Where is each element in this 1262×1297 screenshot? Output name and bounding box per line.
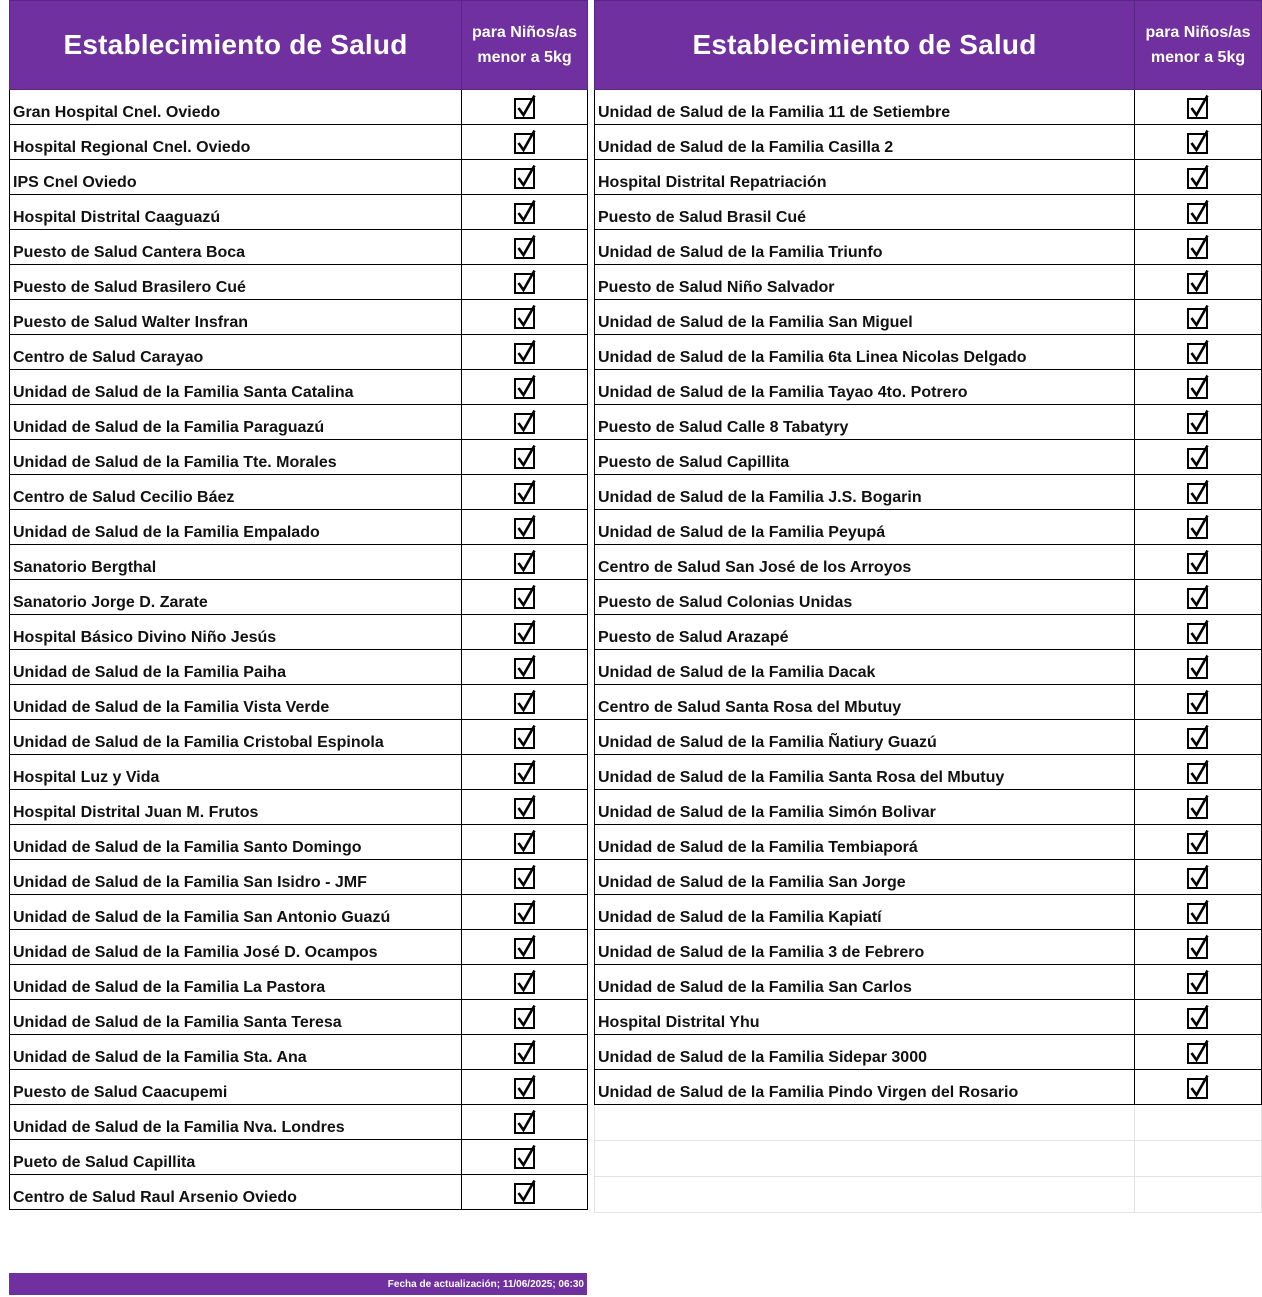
facility-check-cell	[462, 510, 588, 545]
facility-name: Unidad de Salud de la Familia Simón Bolivar	[595, 790, 1135, 825]
ninos-header-line1: para Niños/as	[472, 24, 577, 41]
table-row	[10, 475, 588, 510]
facility-name: Unidad de Salud de la Familia Tte. Morales	[10, 440, 462, 475]
facility-check-cell	[462, 1105, 588, 1140]
facility-check-cell	[462, 440, 588, 475]
table-row	[10, 580, 588, 615]
facility-check-cell	[462, 685, 588, 720]
table-row	[595, 1070, 1262, 1105]
checkbox-checked-icon	[514, 724, 536, 750]
table-row	[10, 265, 588, 300]
facility-check-cell	[462, 545, 588, 580]
facility-check-cell	[462, 790, 588, 825]
facility-name: Unidad de Salud de la Familia San Carlos	[595, 965, 1135, 1000]
facility-name: Sanatorio Bergthal	[10, 545, 462, 580]
table-row	[595, 370, 1262, 405]
facility-check-cell	[462, 265, 588, 300]
table-row	[10, 1175, 588, 1210]
checkbox-checked-icon	[514, 129, 536, 155]
facility-check-cell	[462, 580, 588, 615]
checkbox-checked-icon	[514, 619, 536, 645]
table-row	[10, 510, 588, 545]
facility-check-cell	[1135, 1035, 1262, 1070]
empty-grid-row	[595, 1105, 1262, 1141]
facility-name: Unidad de Salud de la Familia Empalado	[10, 510, 462, 545]
checkbox-checked-icon	[514, 444, 536, 470]
table-row	[595, 90, 1262, 125]
table-row	[10, 230, 588, 265]
checkbox-checked-icon	[1187, 899, 1209, 925]
table-row	[595, 265, 1262, 300]
facility-name: Unidad de Salud de la Familia San Antonio Guazú	[10, 895, 462, 930]
facility-name: Hospital Básico Divino Niño Jesús	[10, 615, 462, 650]
checkbox-checked-icon	[1187, 339, 1209, 365]
table-row	[10, 615, 588, 650]
table-row	[595, 405, 1262, 440]
table-row	[10, 335, 588, 370]
facility-name: Puesto de Salud Walter Insfran	[10, 300, 462, 335]
checkbox-checked-icon	[1187, 829, 1209, 855]
table-row	[10, 370, 588, 405]
table-row	[10, 1035, 588, 1070]
checkbox-checked-icon	[1187, 234, 1209, 260]
checkbox-checked-icon	[514, 374, 536, 400]
checkbox-checked-icon	[514, 934, 536, 960]
table-row	[595, 125, 1262, 160]
facility-check-cell	[462, 125, 588, 160]
facility-name: Puesto de Salud Caacupemi	[10, 1070, 462, 1105]
facility-check-cell	[462, 650, 588, 685]
facility-check-cell	[462, 475, 588, 510]
table-row	[595, 650, 1262, 685]
facility-name: Puesto de Salud Arazapé	[595, 615, 1135, 650]
facility-check-cell	[462, 930, 588, 965]
facility-check-cell	[462, 195, 588, 230]
facility-name: Unidad de Salud de la Familia Pindo Virgen del Rosario	[595, 1070, 1135, 1105]
facility-check-cell	[462, 300, 588, 335]
table-row	[10, 1000, 588, 1035]
facility-check-cell	[1135, 825, 1262, 860]
facility-check-cell	[1135, 160, 1262, 195]
empty-grid-row	[595, 1141, 1262, 1177]
facility-name: Unidad de Salud de la Familia Sidepar 3000	[595, 1035, 1135, 1070]
facility-check-cell	[1135, 860, 1262, 895]
facility-check-cell	[1135, 1070, 1262, 1105]
facility-check-cell	[1135, 475, 1262, 510]
table-row	[10, 125, 588, 160]
ninos-header-line2: menor a 5kg	[477, 49, 572, 66]
left-facility-table	[9, 0, 588, 1210]
facility-name: Unidad de Salud de la Familia Peyupá	[595, 510, 1135, 545]
checkbox-checked-icon	[514, 1179, 536, 1205]
facility-name: Hospital Luz y Vida	[10, 755, 462, 790]
checkbox-checked-icon	[514, 969, 536, 995]
checkbox-checked-icon	[1187, 94, 1209, 120]
facility-name: Unidad de Salud de la Familia Tayao 4to. Potrero	[595, 370, 1135, 405]
facility-check-cell	[1135, 685, 1262, 720]
checkbox-checked-icon	[1187, 199, 1209, 225]
table-row	[595, 440, 1262, 475]
facility-check-cell	[1135, 230, 1262, 265]
establecimiento-header: Establecimiento de Salud	[595, 1, 1135, 90]
facility-name: Puesto de Salud Capillita	[595, 440, 1135, 475]
empty-cell	[1135, 1141, 1262, 1177]
checkbox-checked-icon	[1187, 794, 1209, 820]
facility-check-cell	[1135, 195, 1262, 230]
checkbox-checked-icon	[514, 829, 536, 855]
facility-name: Unidad de Salud de la Familia Santa Teresa	[10, 1000, 462, 1035]
facility-name: Unidad de Salud de la Familia San Miguel	[595, 300, 1135, 335]
table-row	[595, 825, 1262, 860]
facility-check-cell	[462, 230, 588, 265]
checkbox-checked-icon	[514, 409, 536, 435]
facility-name: Unidad de Salud de la Familia San Isidro - JMF	[10, 860, 462, 895]
facility-check-cell	[462, 1140, 588, 1175]
facility-name: IPS Cnel Oviedo	[10, 160, 462, 195]
update-date-footer: Fecha de actualización; 11/06/2025; 06:30	[9, 1273, 587, 1295]
facility-name: Unidad de Salud de la Familia Paiha	[10, 650, 462, 685]
facility-name: Unidad de Salud de la Familia Tembiaporá	[595, 825, 1135, 860]
empty-cell	[1135, 1105, 1262, 1141]
establecimiento-header: Establecimiento de Salud	[10, 1, 462, 90]
checkbox-checked-icon	[514, 269, 536, 295]
checkbox-checked-icon	[1187, 654, 1209, 680]
checkbox-checked-icon	[1187, 619, 1209, 645]
facility-name: Unidad de Salud de la Familia 6ta Linea Nicolas Delgado	[595, 335, 1135, 370]
table-row	[595, 545, 1262, 580]
facility-check-cell	[462, 160, 588, 195]
facility-name: Unidad de Salud de la Familia Vista Verde	[10, 685, 462, 720]
facility-check-cell	[1135, 545, 1262, 580]
checkbox-checked-icon	[514, 759, 536, 785]
table-row	[10, 545, 588, 580]
table-row	[10, 1105, 588, 1140]
table-row	[595, 580, 1262, 615]
table-row	[10, 440, 588, 475]
facility-check-cell	[1135, 440, 1262, 475]
table-row	[595, 475, 1262, 510]
facility-check-cell	[462, 90, 588, 125]
facility-name: Hospital Distrital Repatriación	[595, 160, 1135, 195]
facility-name: Unidad de Salud de la Familia 11 de Setiembre	[595, 90, 1135, 125]
table-row	[10, 790, 588, 825]
table-row	[10, 720, 588, 755]
facility-check-cell	[462, 755, 588, 790]
table-row	[10, 1140, 588, 1175]
facility-check-cell	[1135, 1000, 1262, 1035]
facility-check-cell	[1135, 790, 1262, 825]
checkbox-checked-icon	[514, 549, 536, 575]
facility-name: Centro de Salud San José de los Arroyos	[595, 545, 1135, 580]
table-row	[595, 860, 1262, 895]
facility-name: Puesto de Salud Brasil Cué	[595, 195, 1135, 230]
checkbox-checked-icon	[1187, 479, 1209, 505]
table-row	[595, 1035, 1262, 1070]
facility-check-cell	[1135, 300, 1262, 335]
checkbox-checked-icon	[514, 304, 536, 330]
table-row	[10, 685, 588, 720]
facility-name: Unidad de Salud de la Familia J.S. Bogarin	[595, 475, 1135, 510]
facility-name: Pueto de Salud Capillita	[10, 1140, 462, 1175]
facility-check-cell	[462, 720, 588, 755]
facility-check-cell	[1135, 965, 1262, 1000]
checkbox-checked-icon	[1187, 269, 1209, 295]
table-row	[10, 930, 588, 965]
facility-name: Centro de Salud Cecilio Báez	[10, 475, 462, 510]
checkbox-checked-icon	[514, 199, 536, 225]
right-facility-table	[594, 0, 1262, 1213]
facility-check-cell	[1135, 720, 1262, 755]
facility-check-cell	[1135, 125, 1262, 160]
ninos-header	[462, 1, 588, 90]
checkbox-checked-icon	[1187, 164, 1209, 190]
facility-name: Unidad de Salud de la Familia 3 de Febrero	[595, 930, 1135, 965]
table-row	[595, 755, 1262, 790]
checkbox-checked-icon	[514, 864, 536, 890]
checkbox-checked-icon	[1187, 514, 1209, 540]
checkbox-checked-icon	[514, 1004, 536, 1030]
table-row	[595, 160, 1262, 195]
checkbox-checked-icon	[514, 514, 536, 540]
checkbox-checked-icon	[1187, 864, 1209, 890]
checkbox-checked-icon	[514, 1074, 536, 1100]
checkbox-checked-icon	[514, 689, 536, 715]
checkbox-checked-icon	[1187, 129, 1209, 155]
checkbox-checked-icon	[1187, 409, 1209, 435]
facility-name: Unidad de Salud de la Familia La Pastora	[10, 965, 462, 1000]
facility-check-cell	[462, 1035, 588, 1070]
facility-name: Puesto de Salud Brasilero Cué	[10, 265, 462, 300]
table-row	[10, 755, 588, 790]
table-row	[10, 300, 588, 335]
facility-name: Puesto de Salud Calle 8 Tabatyry	[595, 405, 1135, 440]
table-row	[595, 965, 1262, 1000]
empty-cell	[595, 1105, 1135, 1141]
table-row	[10, 1070, 588, 1105]
table-row	[595, 790, 1262, 825]
facility-check-cell	[1135, 755, 1262, 790]
checkbox-checked-icon	[1187, 374, 1209, 400]
checkbox-checked-icon	[1187, 689, 1209, 715]
facility-name: Unidad de Salud de la Familia Kapiatí	[595, 895, 1135, 930]
facility-check-cell	[462, 860, 588, 895]
facility-check-cell	[462, 1175, 588, 1210]
table-row	[10, 195, 588, 230]
table-row	[10, 160, 588, 195]
facility-check-cell	[462, 965, 588, 1000]
table-row	[595, 895, 1262, 930]
table-row	[10, 650, 588, 685]
facility-name: Hospital Distrital Yhu	[595, 1000, 1135, 1035]
empty-cell	[1135, 1177, 1262, 1213]
checkbox-checked-icon	[1187, 1074, 1209, 1100]
facility-name: Hospital Distrital Caaguazú	[10, 195, 462, 230]
facility-name: Hospital Regional Cnel. Oviedo	[10, 125, 462, 160]
checkbox-checked-icon	[514, 234, 536, 260]
facility-name: Unidad de Salud de la Familia Sta. Ana	[10, 1035, 462, 1070]
facility-check-cell	[462, 1070, 588, 1105]
facility-check-cell	[462, 895, 588, 930]
checkbox-checked-icon	[1187, 1004, 1209, 1030]
facility-name: Unidad de Salud de la Familia Santo Domingo	[10, 825, 462, 860]
facility-name: Hospital Distrital Juan M. Frutos	[10, 790, 462, 825]
table-row	[10, 405, 588, 440]
checkbox-checked-icon	[514, 654, 536, 680]
table-row	[595, 720, 1262, 755]
facility-check-cell	[1135, 370, 1262, 405]
facility-name: Puesto de Salud Colonias Unidas	[595, 580, 1135, 615]
checkbox-checked-icon	[514, 584, 536, 610]
table-row	[10, 895, 588, 930]
empty-grid-row	[595, 1177, 1262, 1213]
checkbox-checked-icon	[514, 1109, 536, 1135]
checkbox-checked-icon	[514, 339, 536, 365]
facility-check-cell	[462, 615, 588, 650]
checkbox-checked-icon	[1187, 1039, 1209, 1065]
table-row	[10, 825, 588, 860]
table-row	[595, 300, 1262, 335]
checkbox-checked-icon	[514, 1039, 536, 1065]
facility-check-cell	[462, 825, 588, 860]
facility-name: Unidad de Salud de la Familia Triunfo	[595, 230, 1135, 265]
left-header-row	[10, 1, 588, 90]
table-row	[10, 90, 588, 125]
table-row	[595, 335, 1262, 370]
checkbox-checked-icon	[514, 479, 536, 505]
facility-name: Sanatorio Jorge D. Zarate	[10, 580, 462, 615]
facility-name: Unidad de Salud de la Familia Paraguazú	[10, 405, 462, 440]
facility-name: Centro de Salud Santa Rosa del Mbutuy	[595, 685, 1135, 720]
checkbox-checked-icon	[514, 94, 536, 120]
facility-check-cell	[1135, 335, 1262, 370]
facility-name: Puesto de Salud Cantera Boca	[10, 230, 462, 265]
table-row	[595, 615, 1262, 650]
facility-check-cell	[1135, 580, 1262, 615]
facility-check-cell	[1135, 930, 1262, 965]
checkbox-checked-icon	[1187, 584, 1209, 610]
checkbox-checked-icon	[514, 1144, 536, 1170]
checkbox-checked-icon	[514, 794, 536, 820]
checkbox-checked-icon	[1187, 759, 1209, 785]
facility-name: Centro de Salud Carayao	[10, 335, 462, 370]
facility-check-cell	[462, 370, 588, 405]
facility-check-cell	[1135, 895, 1262, 930]
facility-name: Unidad de Salud de la Familia Dacak	[595, 650, 1135, 685]
checkbox-checked-icon	[1187, 304, 1209, 330]
table-row	[595, 930, 1262, 965]
checkbox-checked-icon	[1187, 969, 1209, 995]
facility-check-cell	[1135, 90, 1262, 125]
checkbox-checked-icon	[514, 164, 536, 190]
table-row	[595, 685, 1262, 720]
facility-name: Unidad de Salud de la Familia Cristobal Espinola	[10, 720, 462, 755]
facility-check-cell	[462, 405, 588, 440]
table-row	[595, 230, 1262, 265]
checkbox-checked-icon	[1187, 724, 1209, 750]
empty-cell	[595, 1177, 1135, 1213]
facility-name: Puesto de Salud Niño Salvador	[595, 265, 1135, 300]
table-row	[595, 1000, 1262, 1035]
facility-name: Unidad de Salud de la Familia José D. Ocampos	[10, 930, 462, 965]
facility-name: Unidad de Salud de la Familia Ñatiury Guazú	[595, 720, 1135, 755]
facility-name: Unidad de Salud de la Familia Casilla 2	[595, 125, 1135, 160]
facility-name: Centro de Salud Raul Arsenio Oviedo	[10, 1175, 462, 1210]
checkbox-checked-icon	[1187, 934, 1209, 960]
facility-check-cell	[1135, 405, 1262, 440]
facility-check-cell	[1135, 265, 1262, 300]
table-row	[595, 195, 1262, 230]
table-row	[595, 510, 1262, 545]
table-row	[10, 860, 588, 895]
checkbox-checked-icon	[514, 899, 536, 925]
facility-name: Unidad de Salud de la Familia San Jorge	[595, 860, 1135, 895]
facility-check-cell	[462, 1000, 588, 1035]
facility-name: Gran Hospital Cnel. Oviedo	[10, 90, 462, 125]
facility-name: Unidad de Salud de la Familia Nva. Londres	[10, 1105, 462, 1140]
checkbox-checked-icon	[1187, 444, 1209, 470]
checkbox-checked-icon	[1187, 549, 1209, 575]
facility-name: Unidad de Salud de la Familia Santa Rosa del Mbutuy	[595, 755, 1135, 790]
table-row	[10, 965, 588, 1000]
ninos-header-line2: menor a 5kg	[1150, 49, 1246, 66]
right-header-row	[595, 1, 1262, 90]
facility-check-cell	[1135, 650, 1262, 685]
facility-check-cell	[1135, 510, 1262, 545]
facility-name: Unidad de Salud de la Familia Santa Catalina	[10, 370, 462, 405]
empty-cell	[595, 1141, 1135, 1177]
facility-check-cell	[1135, 615, 1262, 650]
facility-check-cell	[462, 335, 588, 370]
ninos-header	[1135, 1, 1262, 90]
ninos-header-line1: para Niños/as	[1145, 24, 1251, 41]
